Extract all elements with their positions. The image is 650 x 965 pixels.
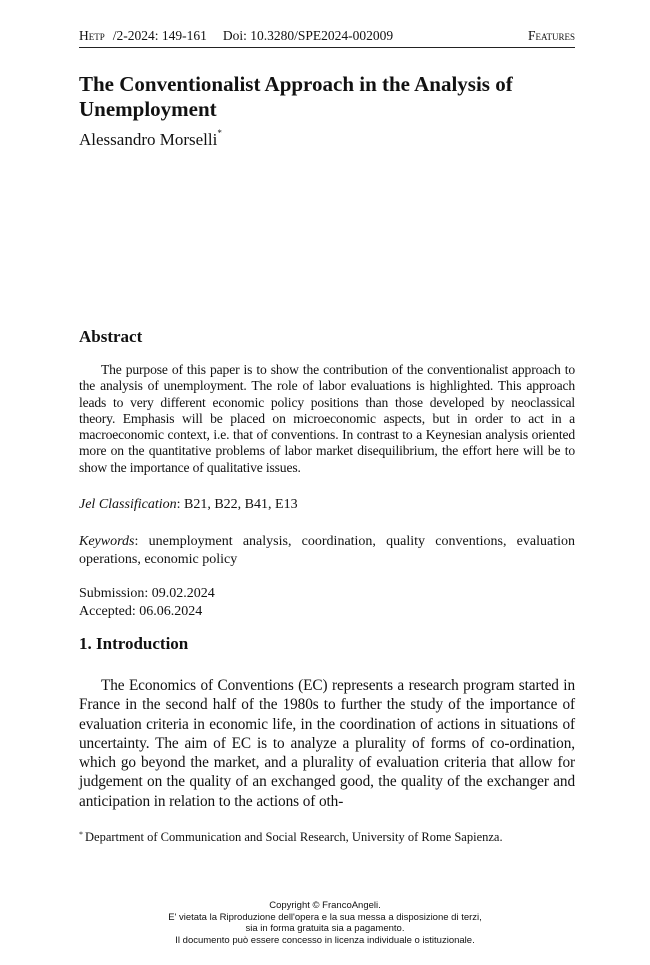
copyright-line: Il documento può essere concesso in licenza individuale o istituzionale. [175,934,475,946]
author-line [79,130,222,150]
author-affiliation-footnote [79,830,575,845]
submission-dates [79,585,215,621]
abstract-text: The purpose of this paper is to show the contribution of the conventionalist approach to the analysis of unemployment. The role of labor evaluations is highlighted. This approach leads to very different economic policy positions than those developed by neoclassical theory. Emphasis will be placed on microeconomic aspects, but in order to act in a macroeconomic context, i.e. that of conventions. In contrast to a Keynesian analysis oriented more on the quantitative problems of labor market disequilibrium, the effort here will be to show the importance of qualitative issues. [79,362,575,475]
copyright-line: E' vietata la Riproduzione dell'opera e la sua messa a disposizione di terzi, [168,911,482,923]
copyright-line: sia in forma gratuita sia a pagamento. [245,923,405,934]
copyright-line: Copyright © FrancoAngeli. [269,900,381,911]
jel-codes: : B21, B22, B41, E13 [176,497,298,512]
jel-label: Jel Classification [79,497,177,512]
footnote-text: Department of Communication and Social Research, University of Rome Sapienza. [85,830,503,844]
running-header [79,28,575,48]
author-name: Alessandro Morselli [79,130,218,149]
submission-date: Submission: 09.02.2024 [79,586,215,601]
header-citation [79,28,401,44]
accepted-date: Accepted: 06.06.2024 [79,604,203,619]
author-footnote-mark: * [217,128,222,138]
doi: Doi: 10.3280/SPE2024-002009 [222,28,394,43]
journal-name: Hetp /2-2024: 149-161 [79,28,207,43]
jel-classification [79,497,298,513]
keywords [79,533,575,569]
abstract-heading: Abstract [79,327,143,346]
introduction-heading: 1. Introduction [79,634,189,653]
article-title: The Conventionalist Approach in the Analysis of Unemployment [79,72,513,121]
copyright-notice [0,900,650,946]
introduction-text: The Economics of Conventions (EC) represents a research program started in France in the second half of the 1980s to further the study of the importance of evaluation criteria in economic life, in the coordination of actions in situations of uncertainty. The aim of EC is to analyze a plurality of forms of co-ordination, which go beyond the market, and a plurality of evaluation criteria that allow for judgement on the quality of an exchanged good, the quality of the exchanger and anticipation in relation to the actions of oth- [79,677,575,810]
footnote-mark: * [79,830,83,839]
section-label: Features [527,28,575,43]
keywords-label: Keywords [79,534,135,549]
keywords-list: : unemployment analysis, coordination, quality conventions, evaluation operations, economic policy [79,534,575,567]
